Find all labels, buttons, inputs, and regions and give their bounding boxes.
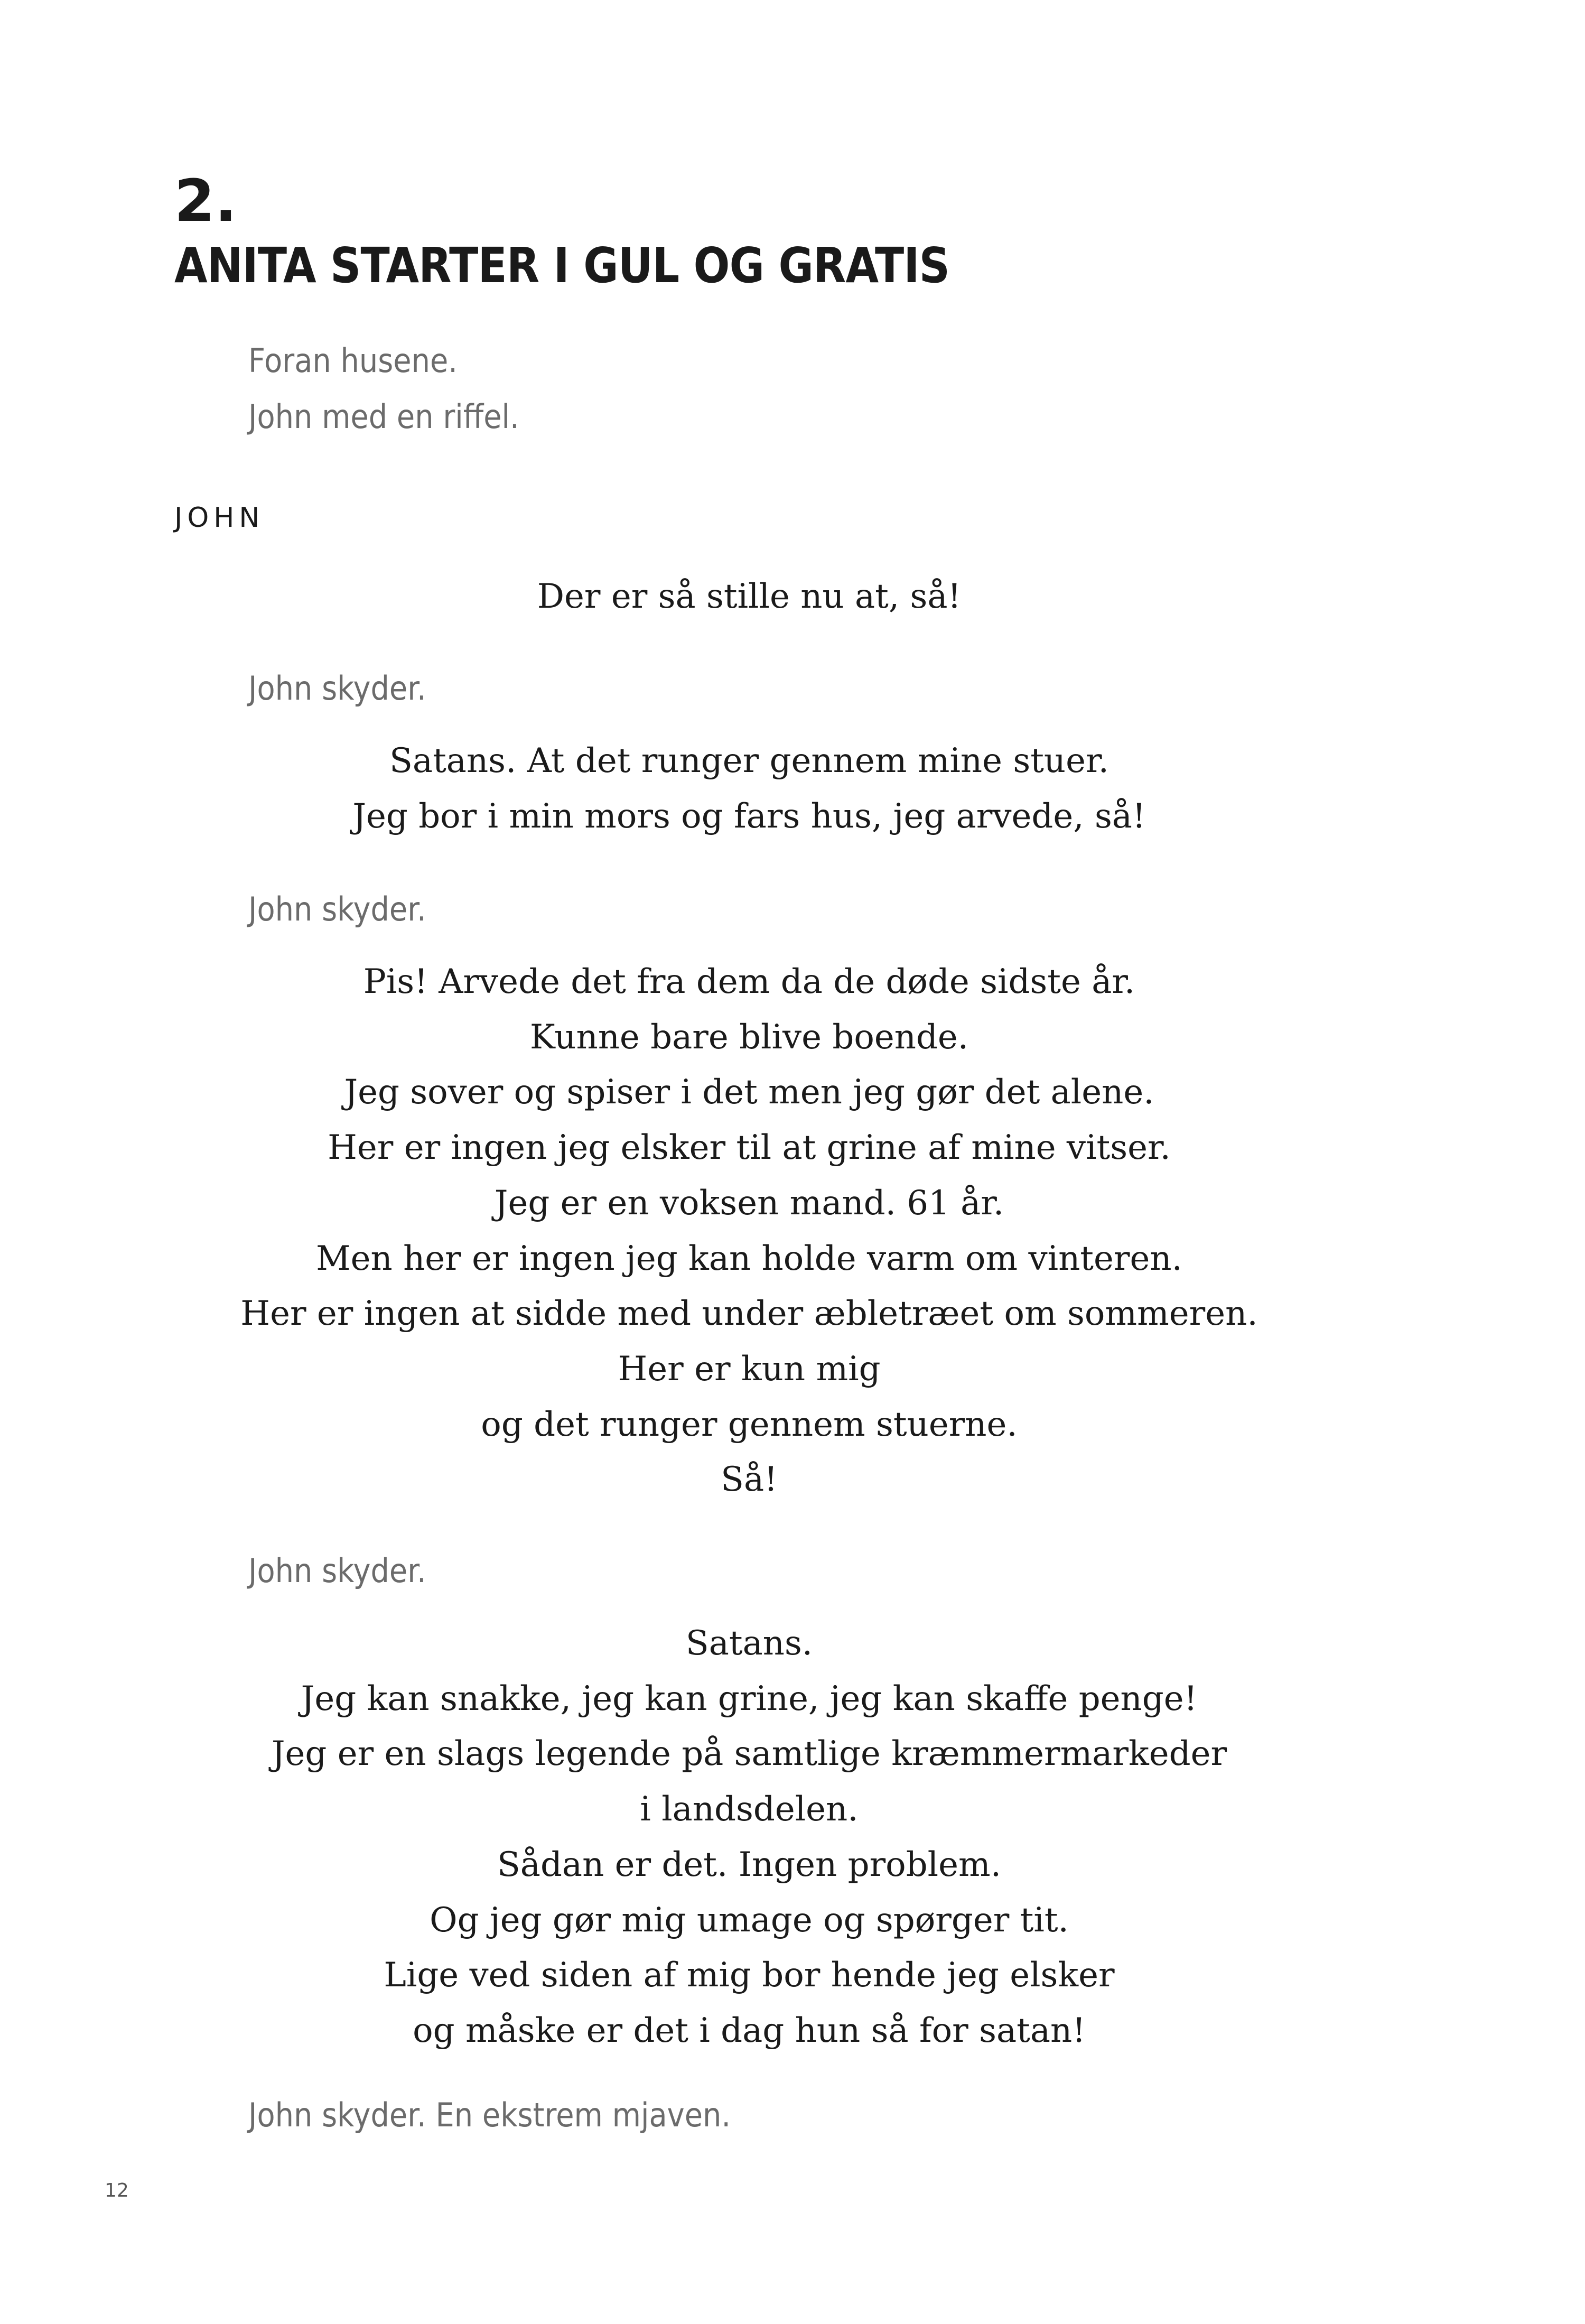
stage-direction: John med en riffel. xyxy=(248,397,519,436)
stage-direction: John skyder. xyxy=(248,890,426,928)
dialogue-line: Jeg sover og spiser i det men jeg gør det alene. xyxy=(344,1073,1154,1112)
dialogue-line: og måske er det i dag hun så for satan! xyxy=(413,2011,1086,2050)
dialogue-line: Pis! Arvede det fra dem da de døde sidste år. xyxy=(363,962,1135,1001)
dialogue-line: Jeg er en slags legende på samtlige kræmmermarkeder xyxy=(271,1734,1227,1774)
dialogue-line: Kunne bare blive boende. xyxy=(529,1017,969,1057)
dialogue-block xyxy=(0,1616,1498,2059)
dialogue-block xyxy=(0,733,1498,844)
dialogue-line: Satans. xyxy=(685,1624,813,1663)
dialogue-line: Jeg er en voksen mand. 61 år. xyxy=(494,1183,1004,1223)
dialogue-line: Her er ingen jeg elsker til at grine af mine vitser. xyxy=(328,1128,1171,1168)
scene-number: 2. xyxy=(174,167,237,235)
dialogue-line: Satans. At det runger gennem mine stuer. xyxy=(389,741,1109,780)
dialogue-line: og det runger gennem stuerne. xyxy=(481,1405,1018,1444)
dialogue-line: Jeg kan snakke, jeg kan grine, jeg kan skaffe penge! xyxy=(301,1679,1198,1718)
stage-direction: John skyder. xyxy=(248,669,426,708)
dialogue-line: i landsdelen. xyxy=(640,1790,859,1829)
dialogue-block xyxy=(0,569,1498,625)
stage-direction: John skyder. xyxy=(248,1551,426,1590)
dialogue-line: Jeg bor i min mors og fars hus, jeg arvede, så! xyxy=(352,796,1146,836)
dialogue-line: Der er så stille nu at, så! xyxy=(537,577,962,616)
speaker-name: JOHN xyxy=(174,502,265,534)
dialogue-line: Og jeg gør mig umage og spørger tit. xyxy=(430,1900,1069,1940)
dialogue-line: Men her er ingen jeg kan holde varm om vinteren. xyxy=(316,1239,1182,1278)
page-number: 12 xyxy=(105,2180,129,2201)
dialogue-line: Sådan er det. Ingen problem. xyxy=(497,1845,1002,1884)
stage-direction: John skyder. En ekstrem mjaven. xyxy=(248,2096,731,2134)
dialogue-line: Her er ingen at sidde med under æbletræet om sommeren. xyxy=(240,1294,1258,1334)
dialogue-line: Så! xyxy=(721,1460,778,1500)
dialogue-line: Her er kun mig xyxy=(618,1349,881,1389)
stage-direction: Foran husene. xyxy=(248,341,458,380)
dialogue-line: Lige ved siden af mig bor hende jeg elsker xyxy=(384,1956,1115,1995)
scene-title: ANITA STARTER I GUL OG GRATIS xyxy=(174,237,950,294)
dialogue-block xyxy=(0,954,1498,1508)
